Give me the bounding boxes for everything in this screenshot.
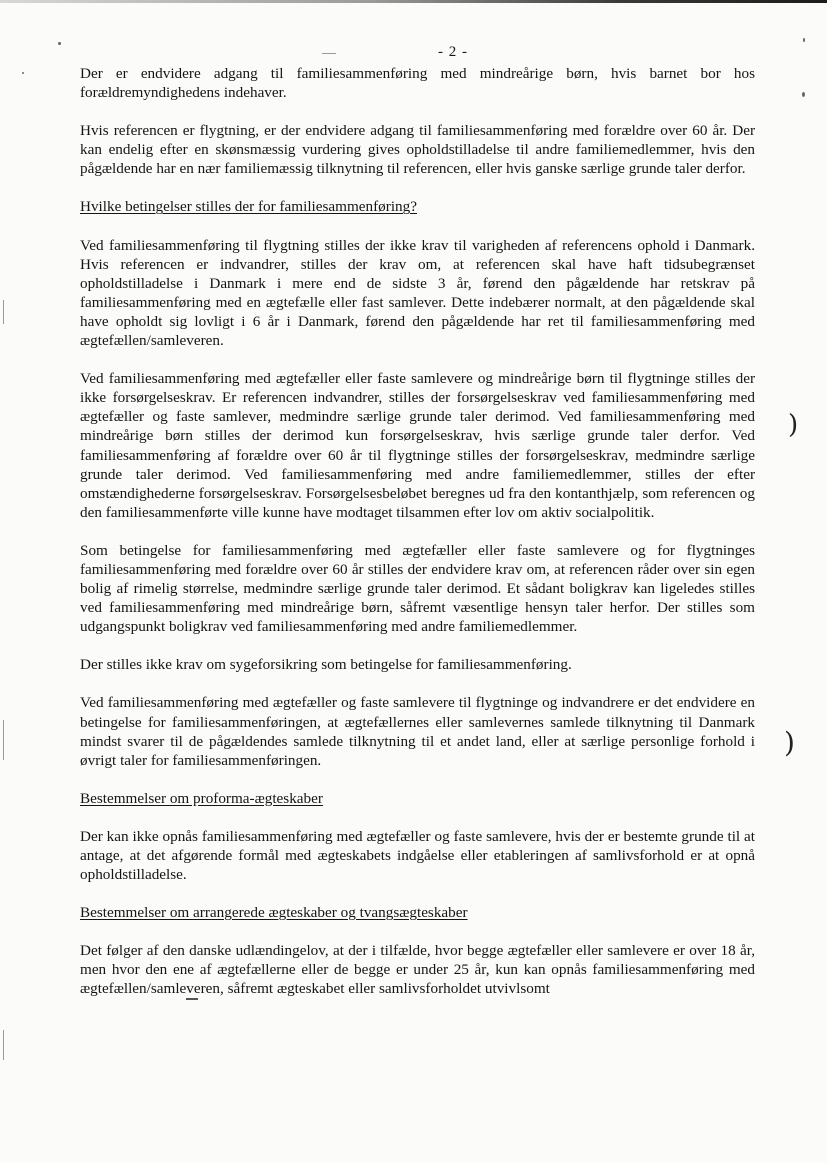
- paragraph: Der er endvidere adgang til familiesammenføring med mindreårige børn, hvis barnet bor hos forældremyndighedens indehaver.: [80, 65, 755, 102]
- scan-margin-line: [3, 300, 4, 324]
- scan-speck: [58, 42, 61, 45]
- scan-dash: [322, 53, 336, 54]
- section-heading: Bestemmelser om proforma-ægteskaber: [80, 789, 323, 807]
- page-number: - 2 -: [438, 44, 468, 60]
- paragraph: Det følger af den danske udlændingelov, at der i tilfælde, hvor begge ægtefæller eller samlevere er over 18 år, men hvor den ene af ægtefællerne eller de begge er under 25 år, kun kan opnås familiesammenføring med ægtefællen/samleveren, såfremt ægteskabet eller samlivsforholdet utvivlsomt: [80, 942, 755, 998]
- paragraph: Ved familiesammenføring med ægtefæller og faste samlevere til flygtninge og indvandrere er det endvidere en betingelse for familiesammenføringen, at ægtefællernes eller samlevernes samlede tilknytning til Danmark mindst svarer til de pågældendes samlede tilknytning til et andet land, eller at særlige personlige forhold i øvrigt taler for familiesammenføringen.: [80, 694, 755, 769]
- document-body: [80, 64, 755, 1018]
- paragraph: Som betingelse for familiesammenføring med ægtefæller eller faste samlevere og for flygtninges familiesammenføring med forældre over 60 år stilles der endvidere krav om, at referencen råder over sin egen bolig af rimelig størrelse, medmindre særlige grunde taler derimod. Et sådant boligkrav kan ligeledes stilles ved familiesammenføring med mindreårige børn, såfremt væsentlige hensyn taler herfor. Der stilles som udgangspunkt boligkrav ved familiesammenføring med andre familiemedlemmer.: [80, 541, 755, 636]
- scan-margin-line: [3, 1030, 4, 1060]
- scan-margin-line: [3, 720, 4, 760]
- scan-speck: [802, 92, 805, 97]
- paragraph: Der stilles ikke krav om sygeforsikring som betingelse for familiesammenføring.: [80, 656, 572, 674]
- scan-speck: [803, 38, 805, 42]
- binding-hole-mark: ): [788, 410, 799, 440]
- binding-hole-mark: ): [784, 726, 795, 759]
- paragraph: Ved familiesammenføring til flygtning stilles der ikke krav til varigheden af referencens ophold i Danmark. Hvis referencen er indvandrer, stilles der krav om, at referencen skal have haft tidsubegrænset opholdstilladelse i Danmark i mere end de sidste 3 år, førend den pågældende har retskrav på familiesammenføring med en ægtefælle eller fast samlever. Dette indebærer normalt, at den pågældende skal have opholdt sig lovligt i 6 år i Danmark, førend den pågældende har ret til familiesammenføring med ægtefællen/samleveren.: [80, 236, 755, 350]
- scan-dash: [186, 998, 198, 1000]
- paragraph: Hvis referencen er flygtning, er der endvidere adgang til familiesammenføring med forældre over 60 år. Der kan endelig efter en skønsmæssig vurdering gives opholdstilladelse til andre familiemedlemmer, hvis den pågældende har en nær familiemæssig tilknytning til referencen, eller hvis ganske særlige grunde taler derfor.: [80, 122, 755, 178]
- scan-speck: [22, 72, 24, 74]
- paragraph: Der kan ikke opnås familiesammenføring med ægtefæller og faste samlevere, hvis der er bestemte grunde til at antage, at det afgørende formål med ægteskabets indgåelse eller etableringen af samlivsforhold er at opnå opholdstilladelse.: [80, 827, 755, 884]
- section-heading: Bestemmelser om arrangerede ægteskaber og tvangsægteskaber: [80, 904, 468, 922]
- section-heading: Hvilke betingelser stilles der for familiesammenføring?: [80, 198, 417, 216]
- scan-top-edge: [0, 0, 827, 3]
- paragraph: Ved familiesammenføring med ægtefæller eller faste samlevere og mindreårige børn til flygtninge stilles der ikke forsørgelseskrav. Er referencen indvandrer, stilles der forsørgelseskrav ved familiesammenføring med ægtefæller og faste samlever, medmindre særlige grunde taler derimod. Ved familiesammenføring med mindreårige børn stilles der derimod kun forsørgelseskrav, hvis særlige grunde taler derfor. Ved familiesammenføring af forældre over 60 år til flygtninge stilles der forsørgelseskrav, medmindre særlige grunde taler derimod. Ved familiesammenføring med andre familiemedlemmer, stilles der efter omstændighederne forsørgelseskrav. Forsørgelsesbeløbet beregnes ud fra den kontanthjælp, som referencen og den familiesammenførte ville kunne have modtaget tilsammen efter lov om aktiv socialpolitik.: [80, 370, 755, 521]
